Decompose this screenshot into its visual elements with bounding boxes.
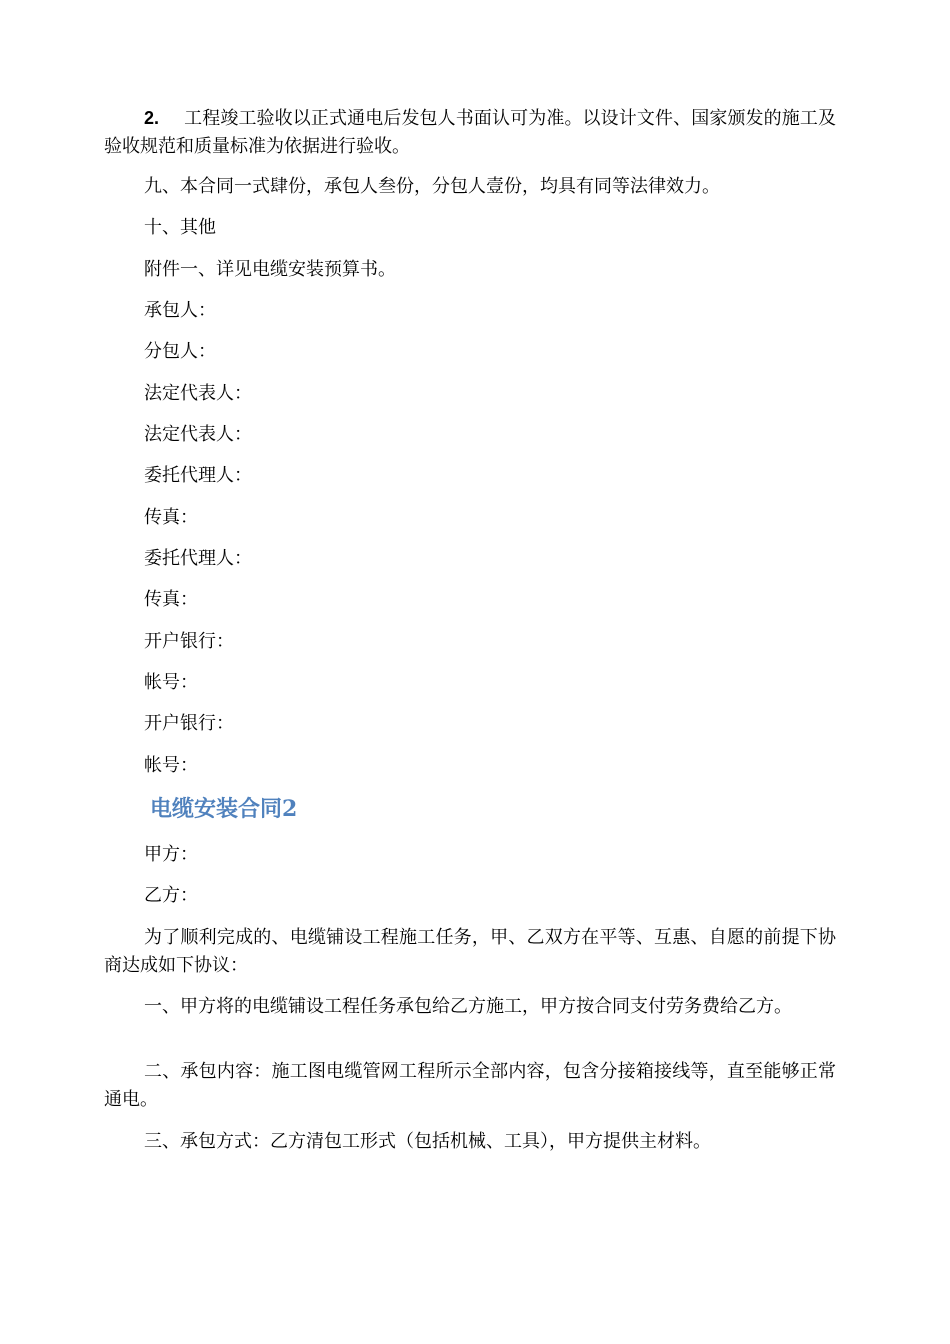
intro-paragraph: 为了顺利完成的、电缆铺设工程施工任务，甲、乙双方在平等、互惠、自愿的前提下协商达成如下协议： (104, 927, 836, 976)
field-account-1: 帐号： (144, 672, 198, 693)
field-fax-2: 传真： (144, 589, 198, 610)
party-b-field: 乙方： (144, 885, 198, 906)
party-a-field: 甲方： (144, 844, 198, 865)
clause-one-paragraph: 一、甲方将的电缆铺设工程任务承包给乙方施工，甲方按合同支付劳务费给乙方。 (144, 996, 792, 1017)
clause-three-line: 三、承包方式：乙方清包工形式（包括机械、工具），甲方提供主材料。 (144, 1131, 711, 1152)
item-number: 2. (144, 108, 160, 128)
acceptance-paragraph (104, 104, 836, 161)
clause-ten: 十、其他 (144, 217, 216, 238)
field-legal-rep-2: 法定代表人： (144, 424, 252, 445)
field-fax-1: 传真： (144, 507, 198, 528)
field-bank-2: 开户银行： (144, 713, 234, 734)
clause-two-paragraph: 二、承包内容：施工图电缆管网工程所示全部内容，包含分接箱接线等，直至能够正常通电。 (104, 1061, 836, 1110)
acceptance-text: 工程竣工验收以正式通电后发包人书面认可为准。以设计文件、国家颁发的施工及验收规范和质量标准为依据进行验收。 (104, 108, 836, 157)
field-bank-1: 开户银行： (144, 631, 234, 652)
field-account-2: 帐号： (144, 755, 198, 776)
field-agent-2: 委托代理人： (144, 548, 252, 569)
section-title: 电缆安装合同2 (150, 796, 298, 822)
attachment-line: 附件一、详见电缆安装预算书。 (144, 259, 396, 280)
field-legal-rep-1: 法定代表人： (144, 383, 252, 404)
clause-nine: 九、本合同一式肆份，承包人叁份，分包人壹份，均具有同等法律效力。 (144, 176, 720, 197)
field-subcontractor: 分包人： (144, 341, 216, 362)
field-agent-1: 委托代理人： (144, 465, 252, 486)
field-contractor: 承包人： (144, 300, 216, 321)
